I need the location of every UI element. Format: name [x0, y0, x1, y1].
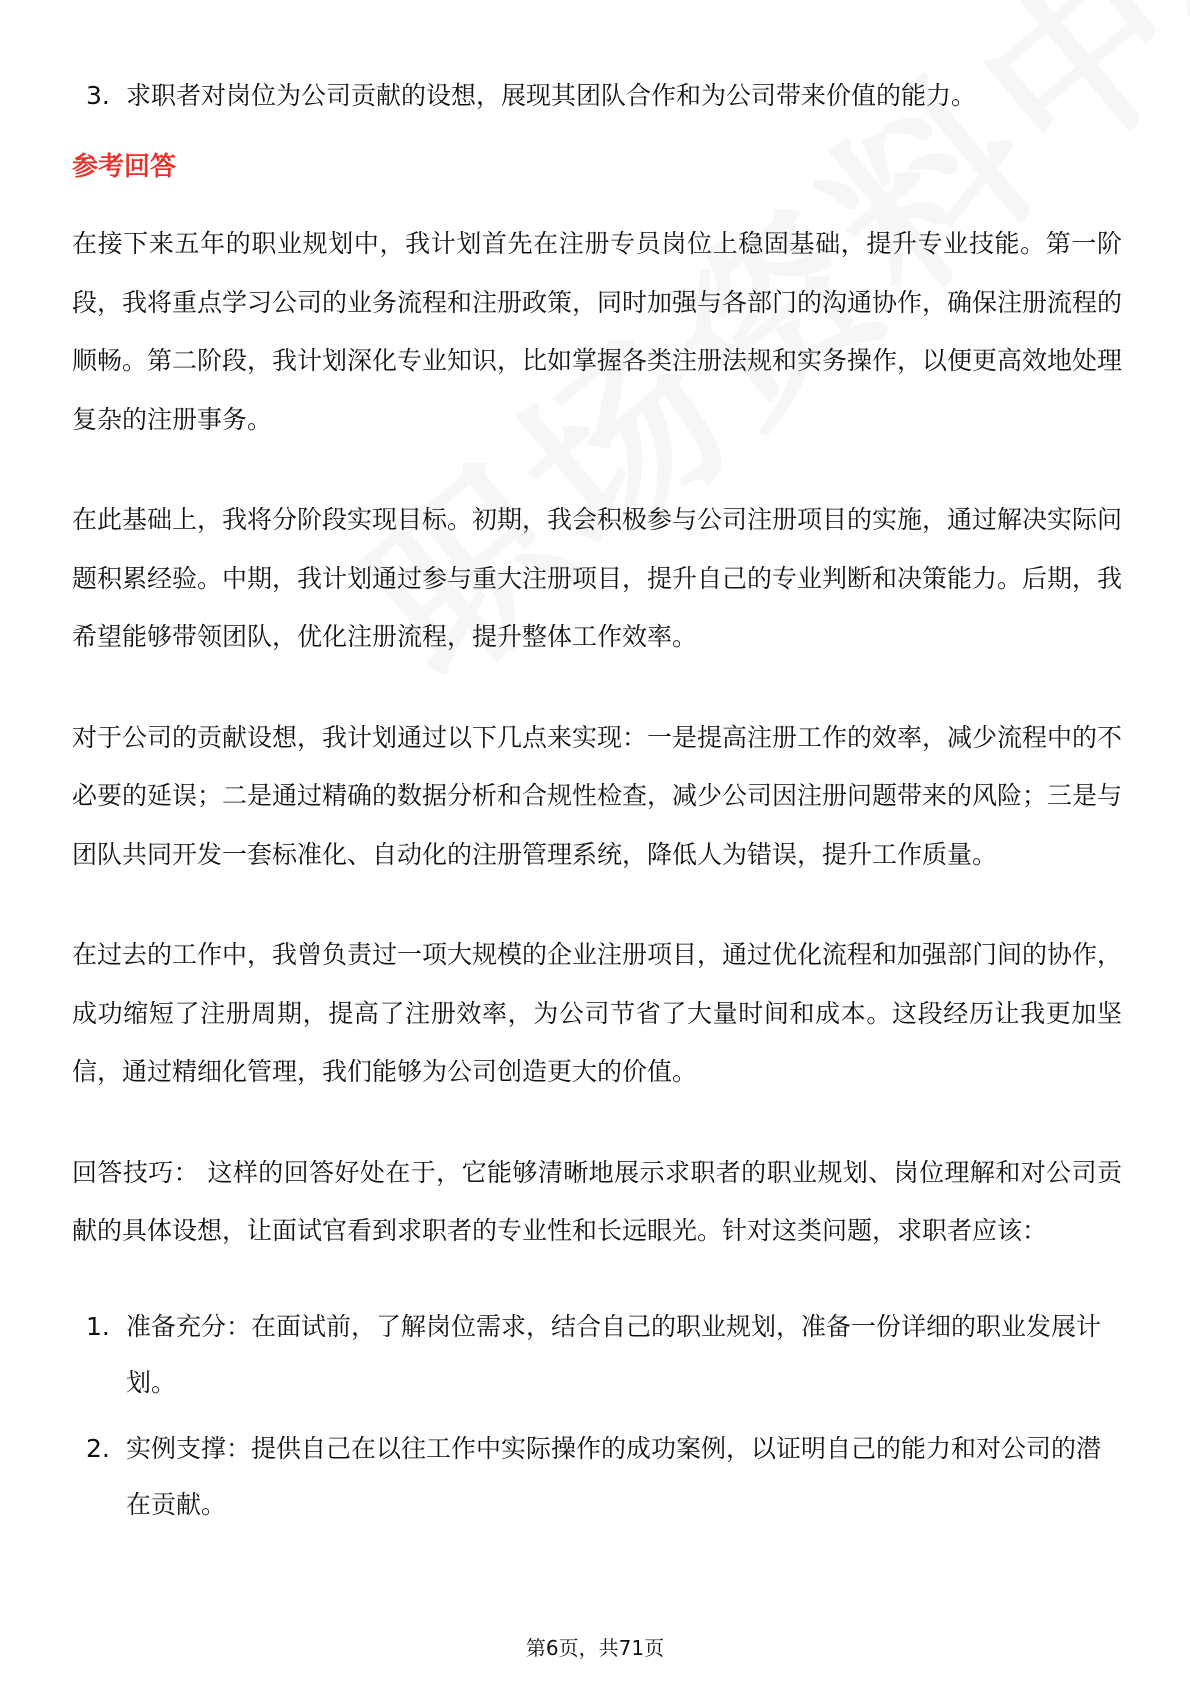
list-item-text: 实例支撑：提供自己在以往工作中实际操作的成功案例，以证明自己的能力和对公司的潜在贡献。 — [126, 1433, 1102, 1519]
list-item-number: 1. — [86, 1311, 110, 1341]
list-item-text: 求职者对岗位为公司贡献的设想，展现其团队合作和为公司带来价值的能力。 — [126, 81, 977, 110]
list-item — [72, 1421, 1122, 1533]
list-item-number: 2. — [86, 1433, 110, 1463]
paragraph: 对于公司的贡献设想，我计划通过以下几点来实现：一是提高注册工作的效率，减少流程中的不必要的延误；二是通过精确的数据分析和合规性检查，减少公司因注册问题带来的风险；三是与团队共同开发一套标准化、自动化的注册管理系统，降低人为错误，提升工作质量。 — [72, 722, 1123, 869]
list-item-text: 准备充分：在面试前，了解岗位需求，结合自己的职业规划，准备一份详细的职业发展计划。 — [126, 1311, 1102, 1397]
answer-tips-paragraph: 回答技巧： 这样的回答好处在于，它能够清晰地展示求职者的职业规划、岗位理解和对公司贡献的具体设想，让面试官看到求职者的专业性和长远眼光。针对这类问题，求职者应该： — [72, 1157, 1122, 1245]
paragraph: 在接下来五年的职业规划中，我计划首先在注册专员岗位上稳固基础，提升专业技能。第一阶段，我将重点学习公司的业务流程和注册政策，同时加强与各部门的沟通协作，确保注册流程的顺畅。第二阶段，我计划深化专业知识，比如掌握各类注册法规和实务操作，以便更高效地处理复杂的注册事务。 — [72, 229, 1123, 434]
page-content — [72, 66, 1122, 1543]
paragraph: 在过去的工作中，我曾负责过一项大规模的企业注册项目，通过优化流程和加强部门间的协作，成功缩短了注册周期，提高了注册效率，为公司节省了大量时间和成本。这段经历让我更加坚信，通过精细化管理，我们能够为公司创造更大的价值。 — [72, 940, 1123, 1086]
list-item-number: 3. — [86, 81, 110, 110]
section-heading: 参考回答 — [72, 152, 177, 182]
list-item — [72, 1299, 1122, 1411]
page-number: 第6页，共71页 — [525, 1636, 665, 1660]
paragraph: 在此基础上，我将分阶段实现目标。初期，我会积极参与公司注册项目的实施，通过解决实际问题积累经验。中期，我计划通过参与重大注册项目，提升自己的专业判断和决策能力。后期，我希望能够带领团队，优化注册流程，提升整体工作效率。 — [72, 505, 1123, 651]
list-item — [72, 66, 1122, 125]
tips-list — [72, 1299, 1122, 1533]
